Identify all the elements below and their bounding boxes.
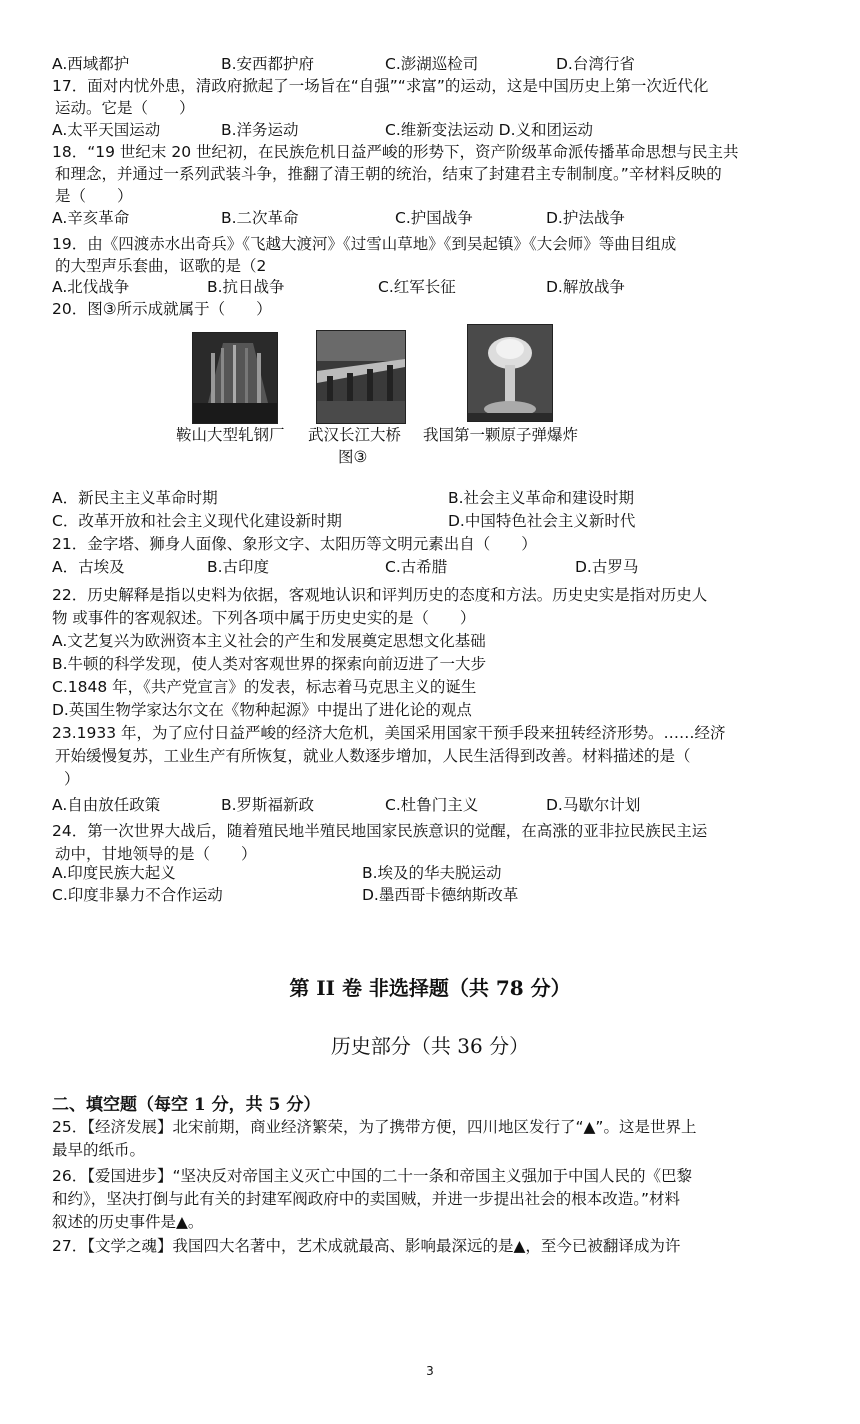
q17-option-b: B.洋务运动 [221,121,299,139]
q18-stem-line1: 18．“19 世纪末 20 世纪初，在民族危机日益严峻的形势下，资产阶级革命派传播革命思想与民主共 [52,143,739,161]
caption-yangtze-bridge: 武汉长江大桥 [308,426,402,444]
part2-title: 第 II 卷 非选择题（共 78 分） [289,976,571,1000]
q16-option-c: C.澎湖巡检司 [385,55,479,73]
q19-stem-line1: 19．由《四渡赤水出奇兵》《飞越大渡河》《过雪山草地》《到吴起镇》《大会师》等曲目组成 [52,235,677,253]
q23-option-c: C.杜鲁门主义 [385,796,479,814]
atomic-bomb-photo [467,324,553,422]
q19-option-a: A.北伐战争 [52,278,130,296]
q17-stem-line1: 17．面对内忧外患，清政府掀起了一场旨在“自强”“求富”的运动，这是中国历史上第一次近代化 [52,77,709,95]
q26-line1: 26．【爱国进步】“坚决反对帝国主义灭亡中国的二十一条和帝国主义强加于中国人民的《巴黎 [52,1167,693,1185]
q18-stem-line3: 是（ ） [55,187,133,205]
q20-option-a: A．新民主主义革命时期 [52,489,218,507]
q23-stem-line2: 开始缓慢复苏，工业生产有所恢复，就业人数逐步增加，人民生活得到改善。材料描述的是（ [55,747,691,765]
q21-option-d: D.古罗马 [575,558,639,576]
q26-line3: 叙述的历史事件是▲。 [52,1213,204,1231]
q19-stem-line2: 的大型声乐套曲，讴歌的是（2 [55,257,267,275]
q22-option-b: B.牛顿的科学发现，使人类对客观世界的探索向前迈进了一大步 [52,655,487,673]
q19-option-d: D.解放战争 [546,278,625,296]
q18-option-d: D.护法战争 [546,209,625,227]
q26-line2: 和约》，坚决打倒与此有关的封建军阀政府中的卖国贼，并进一步提出社会的根本改造。”材料 [52,1190,681,1208]
q21-option-b: B.古印度 [207,558,270,576]
q18-option-b: B.二次革命 [221,209,299,227]
q21-option-c: C.古希腊 [385,558,448,576]
caption-rolling-mill: 鞍山大型轧钢厂 [176,426,285,444]
fill-blank-section-heading: 二、填空题（每空 1 分，共 5 分） [52,1095,321,1115]
history-section-title: 历史部分（共 36 分） [330,1034,530,1058]
q18-option-a: A.辛亥革命 [52,209,130,227]
q22-option-a: A.文艺复兴为欧洲资本主义社会的产生和发展奠定思想文化基础 [52,632,486,650]
q17-option-a: A.太平天国运动 [52,121,161,139]
q23-option-b: B.罗斯福新政 [221,796,315,814]
q24-option-a: A.印度民族大起义 [52,864,176,882]
q21-stem: 21．金字塔、狮身人面像、象形文字、太阳历等文明元素出自（ ） [52,535,537,553]
q23-option-d: D.马歇尔计划 [546,796,641,814]
figure-label: 图③ [338,448,368,466]
yangtze-bridge-photo [316,330,406,424]
q18-stem-line2: 和理念，并通过一系列武装斗争，推翻了清王朝的统治，结束了封建君主专制制度。”辛材料反映的 [55,165,722,183]
rolling-mill-photo [192,332,278,424]
q24-option-b: B.埃及的华夫脱运动 [362,864,502,882]
q22-option-c: C.1848 年，《共产党宣言》的发表，标志着马克思主义的诞生 [52,678,477,696]
q22-option-d: D.英国生物学家达尔文在《物种起源》中提出了进化论的观点 [52,701,472,719]
q19-option-c: C.红军长征 [378,278,456,296]
q17-option-cd: C.维新变法运动 D.义和团运动 [385,121,594,139]
q23-stem-line3: ） [64,770,80,788]
q25-line2: 最早的纸币。 [52,1141,146,1159]
q16-option-d: D.台湾行省 [556,55,635,73]
page-number: 3 [426,1364,434,1378]
q17-stem-line2: 运动。它是（ ） [55,99,195,117]
q24-option-c: C.印度非暴力不合作运动 [52,886,223,904]
q18-option-c: C.护国战争 [395,209,473,227]
q27-line1: 27．【文学之魂】我国四大名著中，艺术成就最高、影响最深远的是▲，至今已被翻译成为许 [52,1237,681,1255]
q21-option-a: A．古埃及 [52,558,125,576]
q24-option-d: D.墨西哥卡德纳斯改革 [362,886,519,904]
q20-option-d: D.中国特色社会主义新时代 [448,512,636,530]
q19-option-b: B.抗日战争 [207,278,285,296]
q16-option-b: B.安西都护府 [221,55,315,73]
q23-stem-line1: 23.1933 年，为了应付日益严峻的经济大危机，美国采用国家干预手段来扭转经济形势。……经济 [52,724,726,742]
q20-option-c: C．改革开放和社会主义现代化建设新时期 [52,512,342,530]
q22-stem-line2: 物 或事件的客观叙述。下列各项中属于历史史实的是（ ） [52,609,476,627]
q24-stem-line2: 动中，甘地领导的是（ ） [55,845,257,863]
q20-stem: 20．图③所示成就属于（ ） [52,300,272,318]
q24-stem-line1: 24．第一次世界大战后，随着殖民地半殖民地国家民族意识的觉醒，在高涨的亚非拉民族民主运 [52,822,708,840]
q16-option-a: A.西域都护 [52,55,130,73]
q23-option-a: A.自由放任政策 [52,796,161,814]
q20-option-b: B.社会主义革命和建设时期 [448,489,635,507]
caption-atomic-bomb: 我国第一颗原子弹爆炸 [423,426,579,444]
q22-stem-line1: 22．历史解释是指以史料为依据，客观地认识和评判历史的态度和方法。历史史实是指对历史人 [52,586,708,604]
q25-line1: 25．【经济发展】北宋前期，商业经济繁荣，为了携带方便，四川地区发行了“▲”。这是世界上 [52,1118,697,1136]
